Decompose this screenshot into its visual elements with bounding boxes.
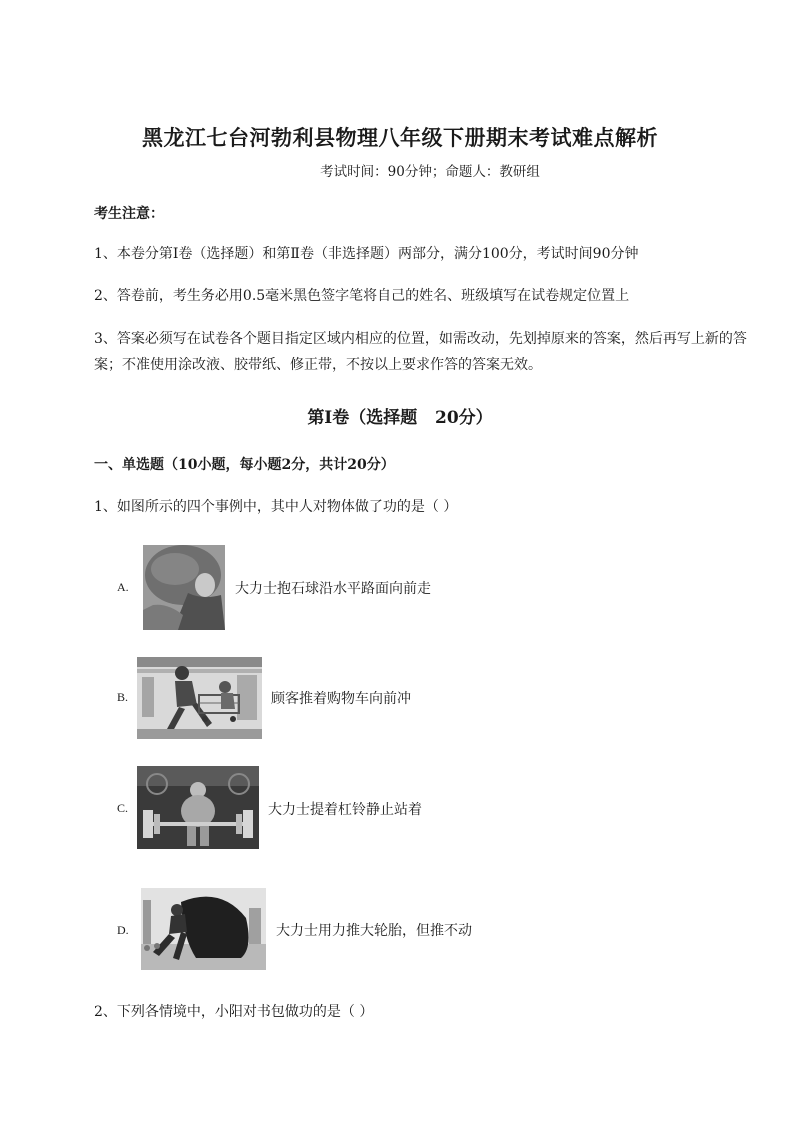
option-c-text: 大力士提着杠铃静止站着 xyxy=(268,802,422,818)
notice-heading: 考生注意： xyxy=(94,206,164,222)
notice-item-1: 1、本卷分第Ⅰ卷（选择题）和第Ⅱ卷（非选择题）两部分，满分100分，考试时间90分钟 xyxy=(94,246,639,262)
question-2-stem: 2、下列各情境中，小阳对书包做功的是（ ） xyxy=(94,1004,374,1020)
notice-item-3: 3、答案必须写在试卷各个题目指定区域内相应的位置，如需改动，先划掉原来的答案，然后再写上新的答案；不准使用涂改液、胶带纸、修正带，不按以上要求作答的答案无效。 xyxy=(94,331,747,373)
option-c-letter: C. xyxy=(117,801,129,815)
option-a-letter: A. xyxy=(117,580,129,594)
option-d-text: 大力士用力推大轮胎，但推不动 xyxy=(276,923,472,939)
barbell-photo xyxy=(137,766,259,849)
strongman-stone-photo xyxy=(143,545,225,630)
question-group-heading: 一、单选题（10小题，每小题2分，共计20分） xyxy=(94,457,395,473)
page-title: 黑龙江七台河勃利县物理八年级下册期末考试难点解析 xyxy=(142,125,658,150)
option-a-text: 大力士抱石球沿水平路面向前走 xyxy=(235,581,431,597)
question-1-stem: 1、如图所示的四个事例中，其中人对物体做了功的是（ ） xyxy=(94,499,458,515)
section-title: 第Ⅰ卷（选择题 20分） xyxy=(307,408,493,428)
exam-info: 考试时间：90分钟；命题人：教研组 xyxy=(320,164,540,180)
notice-item-2: 2、答卷前，考生务必用0.5毫米黑色签字笔将自己的姓名、班级填写在试卷规定位置上 xyxy=(94,288,630,304)
tire-push-photo xyxy=(141,888,266,970)
option-d-letter: D. xyxy=(117,923,129,937)
shopping-cart-photo xyxy=(137,657,262,739)
option-b-letter: B. xyxy=(117,690,129,704)
option-b-text: 顾客推着购物车向前冲 xyxy=(271,691,411,707)
